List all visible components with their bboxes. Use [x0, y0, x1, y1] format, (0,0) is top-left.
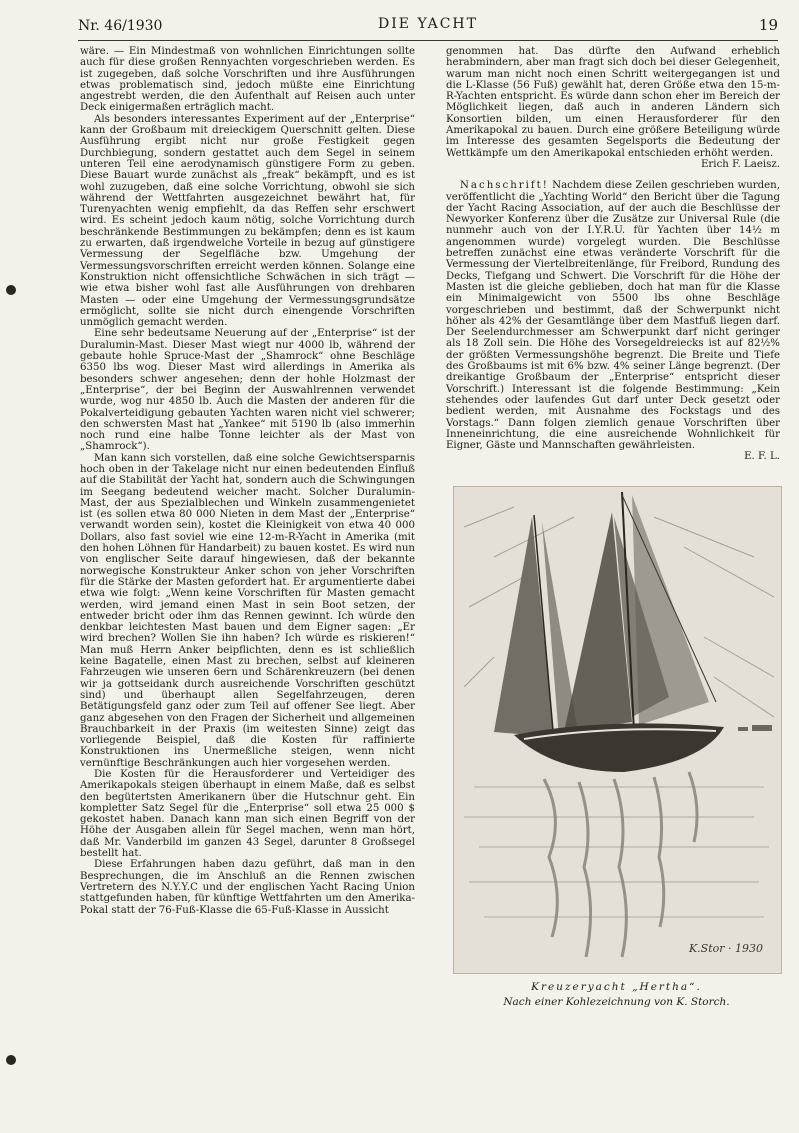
illustration-caption: [453, 980, 780, 1010]
journal-title: DIE YACHT: [378, 16, 478, 32]
caption-credit: Nach einer Kohlezeichnung von K. Storch.: [503, 996, 730, 1008]
postscript-paragraph: [446, 180, 780, 451]
issue-number: Nr. 46/1930: [78, 18, 163, 34]
paragraph: Man kann sich vorstellen, daß eine solche Gewichtsersparnis hoch oben in der Takelage nicht nur einen bedeutenden Einfluß auf die Stabilität der Yacht hat, sondern auch die Schwingungen im Seegang bedeutend weicher macht. Solcher Duralumin-Mast, der aus Spezialblechen und Winkeln zusammengenietet ist (es sollen etwa 80 000 Nieten in dem Mast der „Enterprise“ verwandt worden sein), kostet die Kleinigkeit von etwa 40 000 Dollars, also fast soviel wie eine 12-m-R-Yacht in Amerika (mit den hohen Löhnen für Handarbeit) zu bauen kostet. Es wird nun von englischer Seite darauf hingewiesen, daß der bekannte norwegische Konstrukteur Anker schon von jeher Vorschriften für die Stärke der Masten gefordert hat. Er argumentierte dabei etwa wie folgt: „Wenn keine Vorschriften für Masten gemacht werden, wird jemand einen Mast in sein Boot setzen, der entweder bricht oder ihm das Rennen gewinnt. Ich würde den denkbar leichtesten Mast bauen und dem Eigner sagen: „Er wird brechen? Wollen Sie ihn haben? Ich würde es riskieren!“ Man muß Herrn Anker beipflichten, denn es ist schließlich keine Bagatelle, einen Mast zu brechen, selbst auf kleineren Fahrzeugen wie unseren 6ern und Schärenkreuzern (bei denen wir ja gottseidank durch ausreichende Vorschriften geschützt sind) und überhaupt allen Segelfahrzeugen, deren Betätigungsfeld ganz oder zum Teil auf offener See liegt. Aber ganz abgesehen von den Fragen der Sicherheit und allgemeinen Brauchbarkeit in der Praxis (im weitesten Sinne) zeigt das vorliegende Beispiel, daß die Kosten für raffinierte Konstruktionen ins Unermeßliche steigen, wenn nicht vernünftige Beschränkungen auch hier vorgesehen werden.: [80, 452, 415, 769]
paragraph: genommen hat. Das dürfte den Aufwand erheblich herabmindern, aber man fragt sich doch bei dieser Gelegenheit, warum man nicht noch einen Schritt weitergegangen ist und die L-Klasse (56 Fuß) gewählt hat, deren Größe etwa den 15-m-R-Yachten entspricht. Es würde dann schon eher im Bereich der Möglichkeit liegen, daß auch in anderen Ländern sich Konsortien bilden, um einen Herausforderer für den Amerikapokal zu bauen. Durch eine größere Beteiligung würde im Interesse des gesamten Segelsports die Bedeutung der Wettkämpfe um den Amerikapokal entschieden erhöht werden.: [446, 46, 780, 159]
artist-signature: K.Stor · 1930: [688, 942, 763, 955]
caption-title: Kreuzeryacht „Hertha“.: [531, 981, 702, 993]
author-signature: Erich F. Laeisz.: [701, 158, 780, 170]
running-header: [78, 14, 778, 38]
postscript-label: Nachschrift!: [460, 180, 549, 192]
charcoal-drawing: [454, 487, 781, 973]
paragraph: Die Kosten für die Herausforderer und Verteidiger des Amerikapokals steigen überhaupt in einem Maße, daß es selbst den begütertsten Amerikanern über die Hutschnur geht. Ein kompletter Satz Segel für die „Enterprise“ soll etwa 25 000 $ gekostet haben. Danach kann man sich einen Begriff von der Höhe der Ausgaben allein für Segel machen, wenn man hört, daß Mr. Vanderbild im ganzen 43 Segel, darunter 8 Großsegel bestellt hat.: [80, 769, 415, 860]
paragraph: Diese Erfahrungen haben dazu geführt, daß man in den Besprechungen, die im Anschluß an die Rennen zwischen Vertretern des N.Y.Y.C und der englischen Yacht Racing Union stattgefunden haben, für künftige Wettfahrten um den Amerika-Pokal statt der 76-Fuß-Klasse die 65-Fuß-Klasse in Aussicht: [80, 859, 415, 916]
binding-hole-mark: [6, 285, 16, 295]
header-rule: [78, 40, 778, 41]
paragraph: Eine sehr bedeutsame Neuerung auf der „Enterprise“ ist der Duralumin-Mast. Dieser Mast wiegt nur 4000 lb, während der gebaute hohle Spruce-Mast der „Shamrock“ ohne Beschläge 6350 lbs wog. Dieser Mast wird allerdings in Amerika als besonders schwer angesehen; denn der hohle Holzmast der „Enterprise“, der bei Beginn der Auswahlrennen verwendet wurde, wog nur 4850 lb. Auch die Masten der anderen für die Pokalverteidigung gebauten Yachten waren nicht viel schwerer; den schwersten Mast hat „Yankee“ mit 5190 lb (also immerhin noch rund eine halbe Tonne leichter als der Mast von „Shamrock“).: [80, 328, 415, 453]
postscript-text: Nachdem diese Zeilen geschrieben wurden, veröffentlicht die „Yachting World“ den Bericht über die Tagung der Yacht Racing Association, auf der auch die Beschlüsse der Newyorker Konferenz über die Zusätze zur Universal Rule (die nunmehr auch von der I.Y.R.U. für Yachten über 14½ m angenommen wurde) vorgelegt wurden. Die Beschlüsse betreffen zunächst eine etwas veränderte Vorschrift für die Vermessung der Viertelbreitenlänge, für Freibord, Rundung des Decks, Tiefgang und Schwert. Die Vorschrift für die Höhe der Masten ist die gleiche geblieben, doch hat man für die Klasse ein Minimalgewicht von 5500 lbs ohne Beschläge vorgeschrieben und bestimmt, daß der Schwerpunkt nicht höher als 42% der Gesamtlänge über dem Mastfuß liegen darf. Der Seelendurchmesser am Schwerpunkt darf nicht geringer als 18 Zoll sein. Die Höhe des Vorsegeldreiecks ist auf 82½% der größten Vermessungshöhe begrenzt. Die Breite und Tiefe des Großbaums ist mit 6% bzw. 4% seiner Länge begrenzt. (Der dreikantige Großbaum der „Enterprise“ entspricht dieser Vorschrift.) Interessant ist die folgende Bestimmung: „Kein stehendes oder laufendes Gut darf unter Deck gesetzt oder bedient werden, mit Ausnahme des Fockstags und des Vorstags.“ Dann folgen ziemlich genaue Vorschriften über Inneneinrichtung, die eine ausreichende Wohnlichkeit für Eigner, Gäste und Mannschaften gewährleisten.: [446, 180, 780, 452]
illustration-sailing-yacht: [453, 486, 782, 974]
paragraph: Als besonders interessantes Experiment auf der „Enterprise“ kann der Großbaum mit dreieckigem Querschnitt gelten. Diese Ausführung ergibt nicht nur große Festigkeit gegen Durchbiegung, sondern gestattet auch dem Segel in seinem unteren Teil eine aerodynamisch günstigere Form zu geben. Diese Bauart wurde zunächst als „freak“ bekämpft, und es ist wohl zuzugeben, daß eine solche Vorrichtung, obwohl sie sich während der Wettfahrten ausgezeichnet bewährt hat, für Turenyachten wenig empfiehlt, da das Reffen sehr erschwert wird. Es scheint jedoch kaum nötig, solche Vorrichtung durch beschränkende Bestimmungen zu bekämpfen; denn es ist kaum zu erwarten, daß irgendwelche Vorteile in bezug auf günstigere Vermessung der Segelfläche bzw. Umgehung der Vermessungsvorschriften erreicht werden können. Solange eine Konstruktion nicht offensichtliche Schwächen in sich trägt — wie etwa bisher wohl fast alle Ausführungen von drehbaren Masten — oder eine Umgehung der Vermessungsgrundsätze ermöglicht, sollte sie nicht durch einengende Vorschriften unmöglich gemacht werden.: [80, 113, 415, 329]
page-number: 19: [758, 16, 778, 34]
right-column: [446, 46, 780, 463]
postscript-signature: E. F. L.: [744, 451, 780, 463]
left-column: [80, 46, 415, 916]
binding-hole-mark: [6, 1055, 16, 1065]
paragraph: wäre. — Ein Mindestmaß von wohnlichen Einrichtungen sollte auch für diese großen Rennyachten vorgeschrieben werden. Es ist zugegeben, daß solche Vorschriften und ihre Ausführungen etwas problematisch sind, jedoch müßte eine Einrichtung angestrebt werden, die den Aufenthalt auf Reisen auch unter Deck einigermaßen erträglich macht.: [80, 46, 415, 114]
